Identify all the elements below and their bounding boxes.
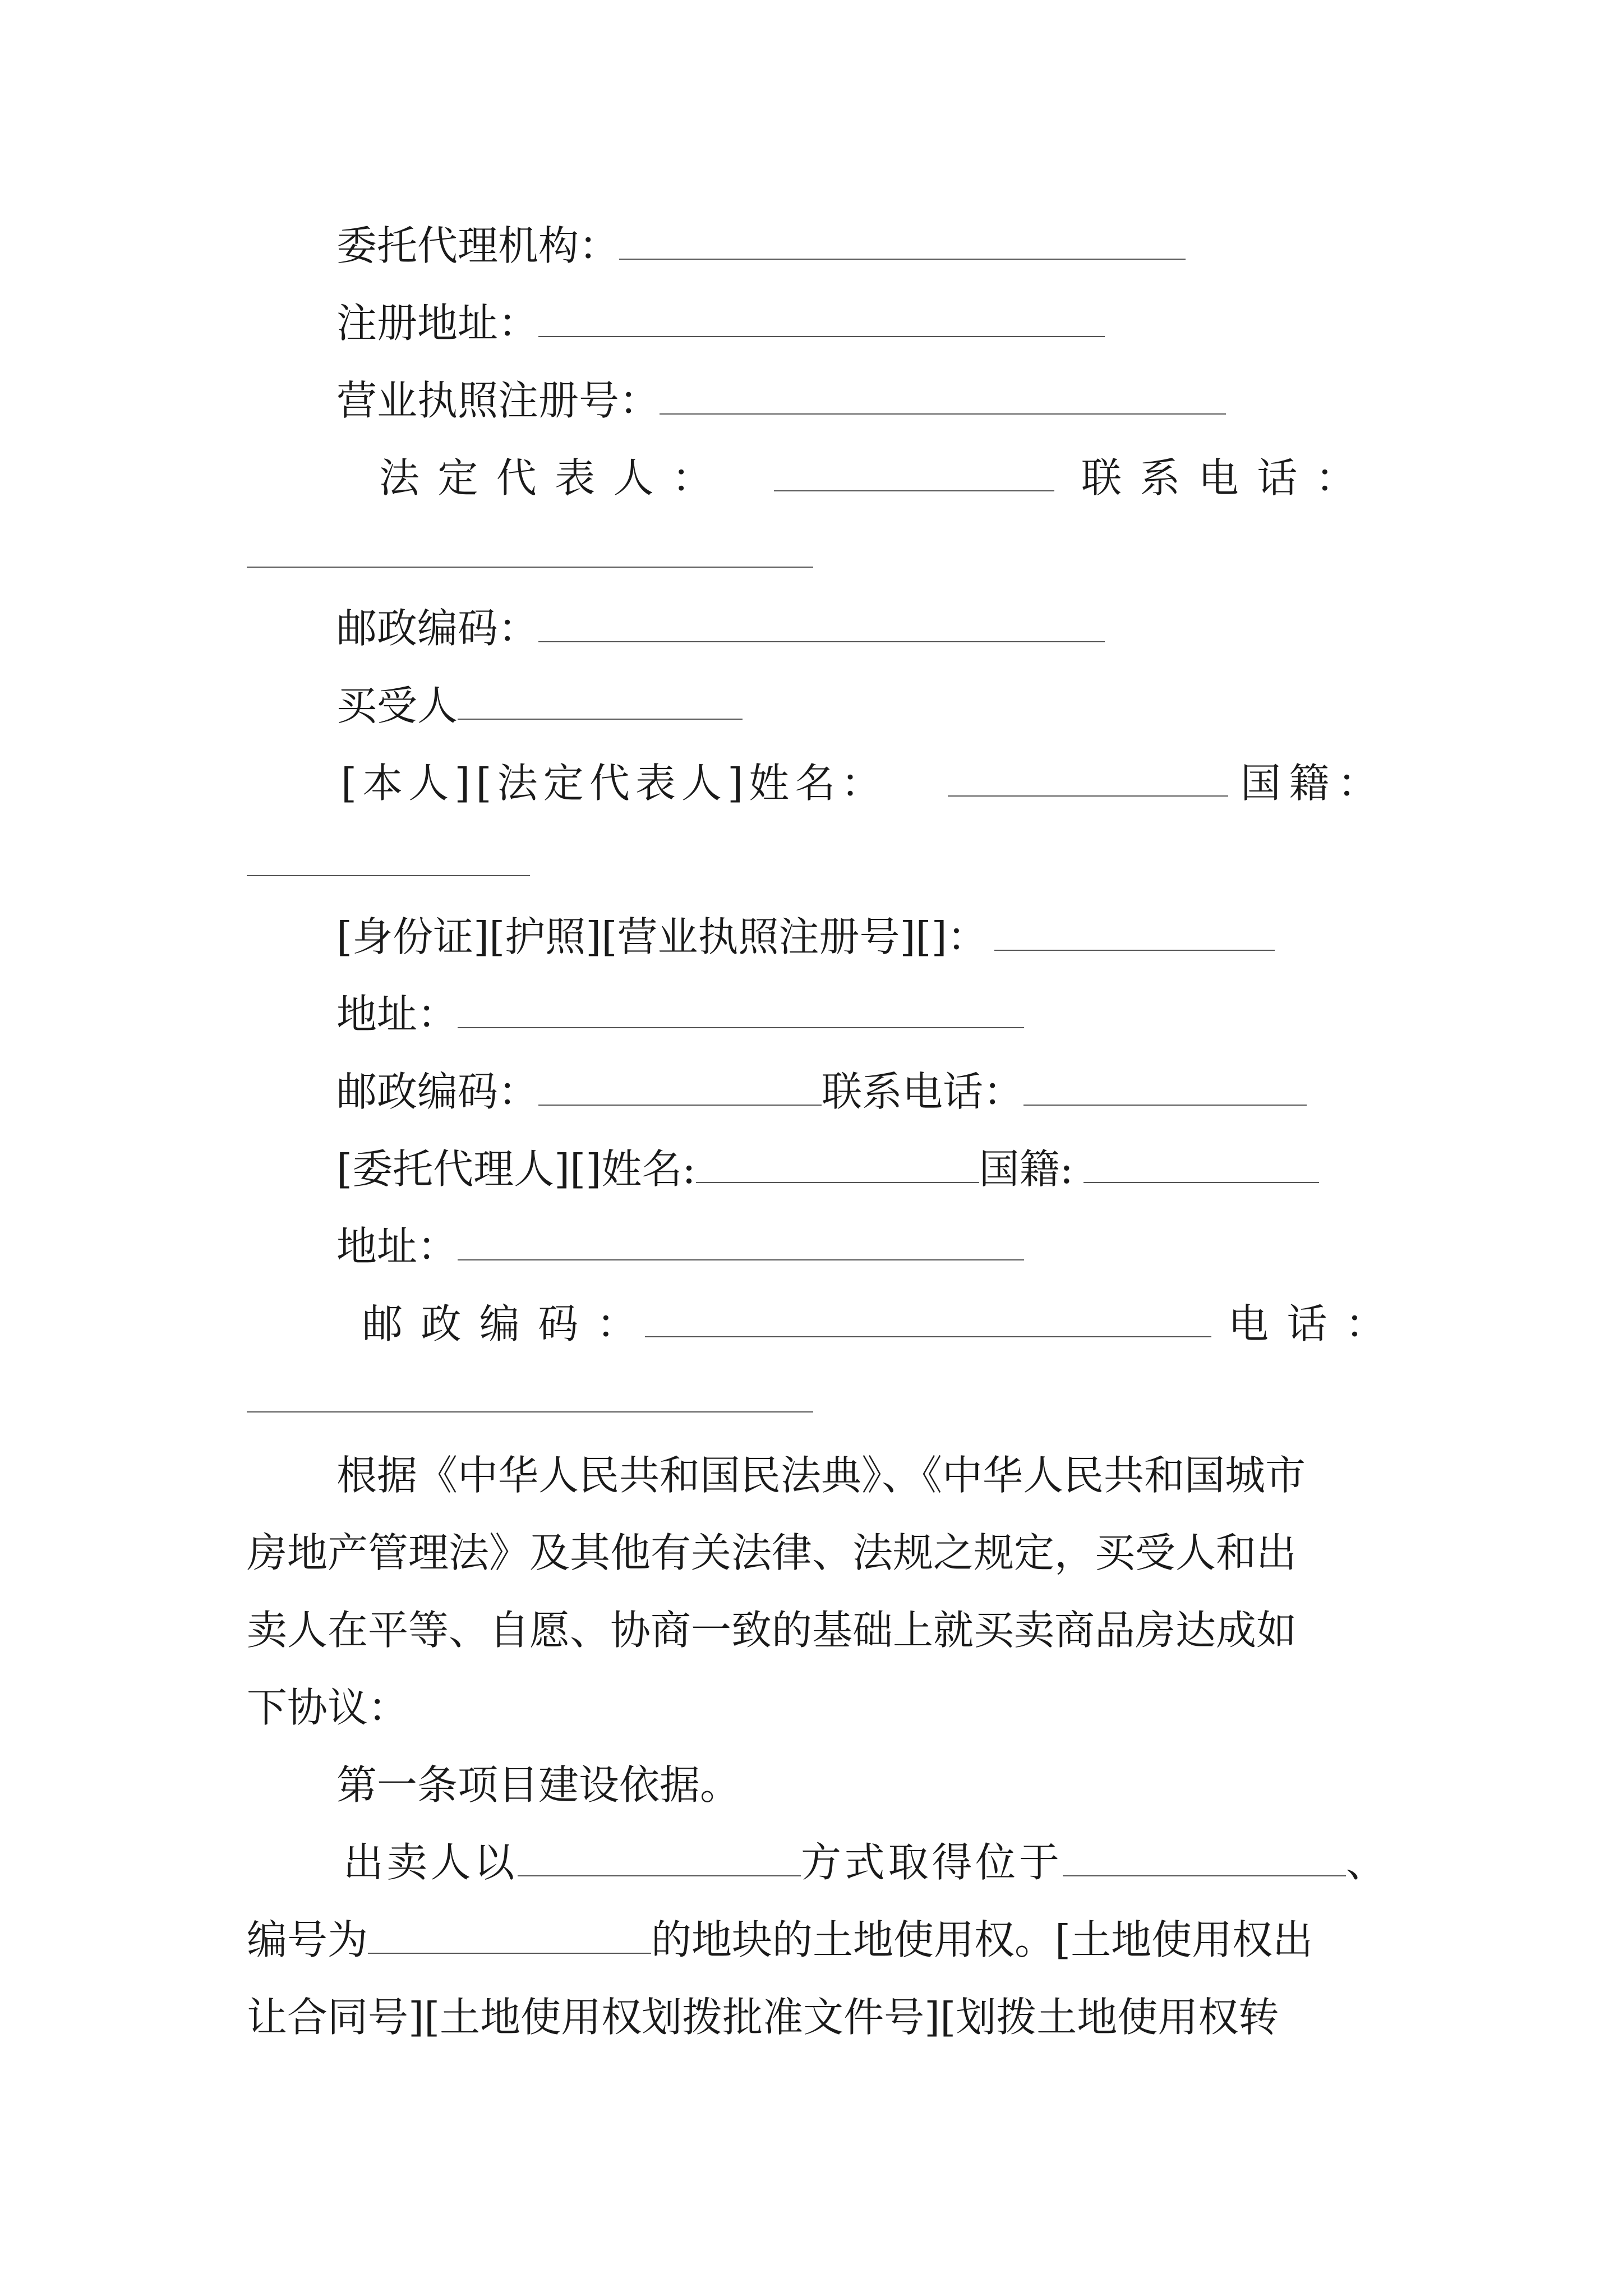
body-text: 下协议： [247, 1684, 409, 1731]
agent-address-blank[interactable] [538, 302, 1105, 337]
body-para1-line1 [336, 1448, 1306, 1502]
delegate-name-blank[interactable] [696, 1148, 979, 1183]
body-para1-line2 [247, 1526, 1297, 1580]
article1-location-blank[interactable] [1063, 1842, 1346, 1876]
agent-address-line [336, 296, 1105, 350]
agent-license-label: 营业执照注册号： [336, 377, 660, 424]
agent-phone-blank[interactable] [247, 567, 813, 568]
body-text: 房地产管理法》及其他有关法律、法规之规定，买受人和出 [247, 1529, 1297, 1576]
body-para1-line3 [247, 1603, 1297, 1657]
agent-legal-rep-label: 法定代表人： [379, 454, 731, 501]
body-text: 根据《中华人民共和国民法典》、《中华人民共和国城市 [336, 1452, 1306, 1499]
buyer-address-line [336, 987, 1024, 1041]
delegate-nationality-label: 国籍: [979, 1145, 1073, 1193]
agent-postcode-blank[interactable] [538, 608, 1105, 642]
article1-text-d: 编号为 [247, 1916, 368, 1963]
delegate-address-blank[interactable] [458, 1226, 1024, 1260]
buyer-id-line [336, 910, 1275, 964]
buyer-postcode-blank[interactable] [538, 1071, 822, 1106]
delegate-postcode-label: 邮政编码： [362, 1300, 656, 1347]
delegate-postcode-blank[interactable] [645, 1303, 1211, 1337]
agent-postcode-line [336, 601, 1105, 655]
delegate-address-line [336, 1220, 1024, 1273]
buyer-address-label: 地址： [336, 991, 458, 1038]
buyer-title-line [336, 679, 743, 733]
article1-text-f: 让合同号][土地使用权划拨批准文件号][划拨土地使用权转 [247, 1994, 1279, 2041]
buyer-nationality-label: 国籍： [1241, 760, 1386, 807]
article1-parcel-blank[interactable] [368, 1919, 651, 1954]
agent-postcode-label: 邮政编码： [336, 605, 539, 652]
buyer-id-label: [身份证][护照][营业执照注册号][]： [336, 913, 988, 960]
delegate-nationality-blank[interactable] [1083, 1148, 1319, 1183]
article1-line1 [343, 1835, 1386, 1889]
delegate-address-label: 地址： [336, 1223, 458, 1270]
agent-legal-rep-blank[interactable] [774, 457, 1054, 491]
agent-org-line [336, 219, 1186, 273]
buyer-id-blank[interactable] [994, 916, 1275, 951]
buyer-name-label: [本人][法定代表人]姓名： [341, 760, 887, 807]
article1-text-a: 出卖人以 [343, 1839, 518, 1886]
article1-method-blank[interactable] [518, 1842, 801, 1876]
article1-line2 [247, 1913, 1313, 1967]
buyer-phone-label: 联系电话： [822, 1068, 1024, 1115]
agent-phone-label: 联系电话： [1081, 454, 1375, 501]
buyer-address-blank[interactable] [458, 993, 1024, 1028]
article1-line3 [247, 1990, 1279, 2044]
body-para1-line4 [247, 1681, 408, 1734]
buyer-postcode-line [336, 1065, 1307, 1119]
delegate-name-line [336, 1142, 1319, 1196]
article1-text-e: 的地块的土地使用权。[土地使用权出 [651, 1916, 1313, 1963]
delegate-phone-label: 电话： [1228, 1300, 1404, 1347]
agent-address-label: 注册地址： [336, 300, 539, 347]
agent-license-line [336, 374, 1226, 427]
article1-title [336, 1758, 740, 1812]
agent-license-blank[interactable] [660, 380, 1226, 415]
buyer-phone-blank[interactable] [1023, 1071, 1307, 1106]
delegate-phone-blank[interactable] [247, 1411, 813, 1412]
agent-org-blank[interactable] [619, 225, 1186, 260]
delegate-name-label: [委托代理人][]姓名: [336, 1145, 696, 1193]
article1-text-b: 方式取得位于 [801, 1839, 1063, 1886]
article1-text-c: 、 [1345, 1839, 1386, 1886]
buyer-name-blank[interactable] [948, 762, 1228, 797]
body-text: 卖人在平等、自愿、协商一致的基础上就买卖商品房达成如 [247, 1607, 1297, 1654]
buyer-title-blank[interactable] [458, 685, 743, 720]
article-heading: 第一条项目建设依据。 [336, 1761, 741, 1809]
buyer-title: 买受人 [336, 682, 458, 729]
buyer-nationality-blank[interactable] [247, 875, 530, 876]
agent-org-label: 委托代理机构： [336, 222, 620, 269]
buyer-postcode-label: 邮政编码： [336, 1068, 539, 1115]
